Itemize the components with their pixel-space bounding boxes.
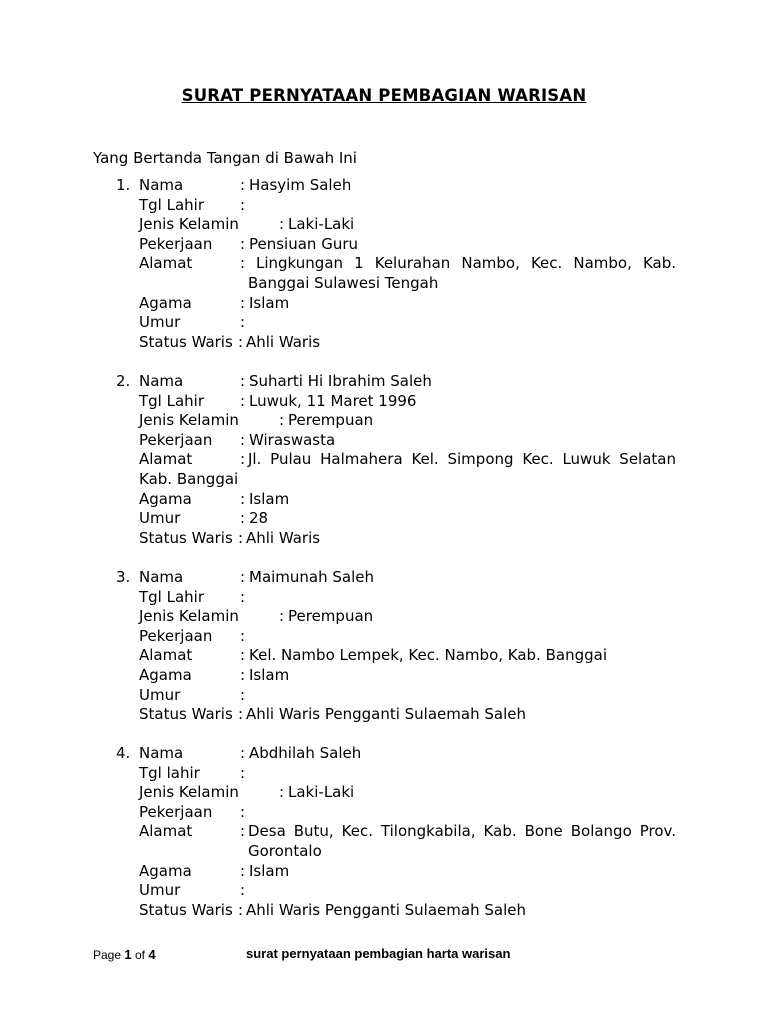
pekerjaan-label: Pekerjaan	[139, 626, 213, 645]
tgl-lahir-value: Luwuk, 11 Maret 1996	[249, 391, 417, 410]
nama-label: Nama	[139, 372, 184, 390]
umur-label: Umur	[139, 509, 181, 528]
pekerjaan-value: Pensiuan Guru	[249, 234, 359, 253]
jenis-kelamin-value: Laki-Laki	[288, 215, 355, 234]
document-title: SURAT PERNYATAAN PEMBAGIAN WARISAN	[181, 86, 587, 105]
status-waris-value: Ahli Waris	[246, 332, 321, 351]
agama-label: Agama	[139, 861, 192, 880]
pekerjaan-label: Pekerjaan	[139, 430, 213, 449]
umur-value: 28	[249, 509, 269, 528]
nama-value: Suharti Hi Ibrahim Saleh	[249, 372, 432, 390]
heir-entry-1: 1. Nama : Hasyim Saleh Tgl Lahir : Jenis Kelamin : Laki-Laki Pekerjaan : Pensiuan Guru Alamat : Lingkungan 1 Kelurahan Nambo, Kec. Nambo, Kab. Banggai Sulawesi Tengah Agama : Islam Umur : Status Waris : Ahli Waris	[116, 176, 676, 351]
status-waris-value: Ahli Waris Pengganti Sulaemah Saleh	[246, 900, 526, 919]
entry-number: 1.	[116, 176, 131, 194]
heir-entry-3: 3. Nama : Maimunah Saleh Tgl Lahir : Jenis Kelamin : Perempuan Pekerjaan : Alamat : Kel. Nambo Lempek, Kec. Nambo, Kab. Banggai Agama : Islam Umur : Status Waris : Ahli Waris Pengganti Sulaemah Saleh	[116, 568, 607, 724]
agama-value: Islam	[249, 293, 290, 312]
status-waris-value: Ahli Waris Pengganti Sulaemah Saleh	[246, 705, 526, 724]
alamat-value: Jl. Pulau Halmahera Kel. Simpong Kec. Luwuk Selatan Kab. Banggai	[139, 450, 676, 488]
nama-value: Abdhilah Saleh	[249, 744, 362, 762]
tgl-lahir-label: Tgl Lahir	[139, 195, 205, 214]
footer-document-title: surat pernyataan pembagian harta warisan	[246, 946, 511, 961]
page-current: 1	[124, 947, 132, 962]
agama-value: Islam	[249, 861, 290, 880]
alamat-label: Alamat	[139, 646, 193, 665]
status-waris-label: Status Waris	[139, 528, 233, 547]
pekerjaan-label: Pekerjaan	[139, 234, 213, 253]
pekerjaan-value: Wiraswasta	[249, 430, 336, 449]
jenis-kelamin-value: Laki-Laki	[288, 783, 355, 802]
jenis-kelamin-label: Jenis Kelamin	[139, 783, 239, 802]
jenis-kelamin-label: Jenis Kelamin	[139, 607, 239, 626]
agama-value: Islam	[249, 665, 290, 684]
status-waris-label: Status Waris	[139, 900, 233, 919]
entry-number: 4.	[116, 744, 131, 762]
status-waris-label: Status Waris	[139, 705, 233, 724]
nama-value: Hasyim Saleh	[249, 176, 352, 194]
nama-value: Maimunah Saleh	[249, 568, 375, 586]
heir-entry-4: 4. Nama : Abdhilah Saleh Tgl lahir : Jenis Kelamin : Laki-Laki Pekerjaan : Alamat : Desa Butu, Kec. Tilongkabila, Kab. Bone Bolango Prov. Gorontalo Agama : Islam Umur : Status Waris : Ahli Waris Pengganti Sulaemah Saleh	[116, 744, 676, 919]
heir-entry-2: 2. Nama : Suharti Hi Ibrahim Saleh Tgl Lahir : Luwuk, 11 Maret 1996 Jenis Kelamin : Perempuan Pekerjaan : Wiraswasta Alamat : Jl. Pulau Halmahera Kel. Simpong Kec. Luwuk Selatan Kab. Banggai Agama : Islam Umur : 28 Status Waris : Ahli Waris	[116, 372, 676, 547]
agama-label: Agama	[139, 293, 192, 312]
nama-label: Nama	[139, 568, 184, 586]
status-waris-label: Status Waris	[139, 332, 233, 351]
umur-label: Umur	[139, 881, 181, 900]
page-word: Page	[93, 948, 122, 962]
nama-label: Nama	[139, 176, 184, 194]
tgl-lahir-label: Tgl Lahir	[139, 391, 205, 410]
page-number	[93, 947, 156, 962]
alamat-label: Alamat	[139, 254, 193, 273]
alamat-value: Desa Butu, Kec. Tilongkabila, Kab. Bone Bolango Prov. Gorontalo	[248, 822, 676, 860]
jenis-kelamin-label: Jenis Kelamin	[139, 215, 239, 234]
intro-text: Yang Bertanda Tangan di Bawah Ini	[93, 149, 357, 167]
alamat-value: Kel. Nambo Lempek, Kec. Nambo, Kab. Banggai	[249, 646, 607, 665]
jenis-kelamin-label: Jenis Kelamin	[139, 411, 239, 430]
umur-label: Umur	[139, 313, 181, 332]
status-waris-value: Ahli Waris	[246, 528, 321, 547]
tgl-lahir-label: Tgl Lahir	[139, 587, 205, 606]
alamat-label: Alamat	[139, 822, 193, 841]
alamat-label: Alamat	[139, 450, 193, 469]
jenis-kelamin-value: Perempuan	[288, 607, 374, 626]
alamat-value: Lingkungan 1 Kelurahan Nambo, Kec. Nambo, Kab. Banggai Sulawesi Tengah	[248, 254, 676, 292]
of-word: of	[134, 948, 145, 962]
entry-number: 3.	[116, 568, 131, 586]
umur-label: Umur	[139, 685, 181, 704]
agama-value: Islam	[249, 489, 290, 508]
agama-label: Agama	[139, 665, 192, 684]
tgl-lahir-label: Tgl lahir	[139, 763, 200, 782]
page-total: 4	[148, 947, 156, 962]
nama-label: Nama	[139, 744, 184, 762]
jenis-kelamin-value: Perempuan	[288, 411, 374, 430]
pekerjaan-label: Pekerjaan	[139, 802, 213, 821]
entry-number: 2.	[116, 372, 131, 390]
agama-label: Agama	[139, 489, 192, 508]
